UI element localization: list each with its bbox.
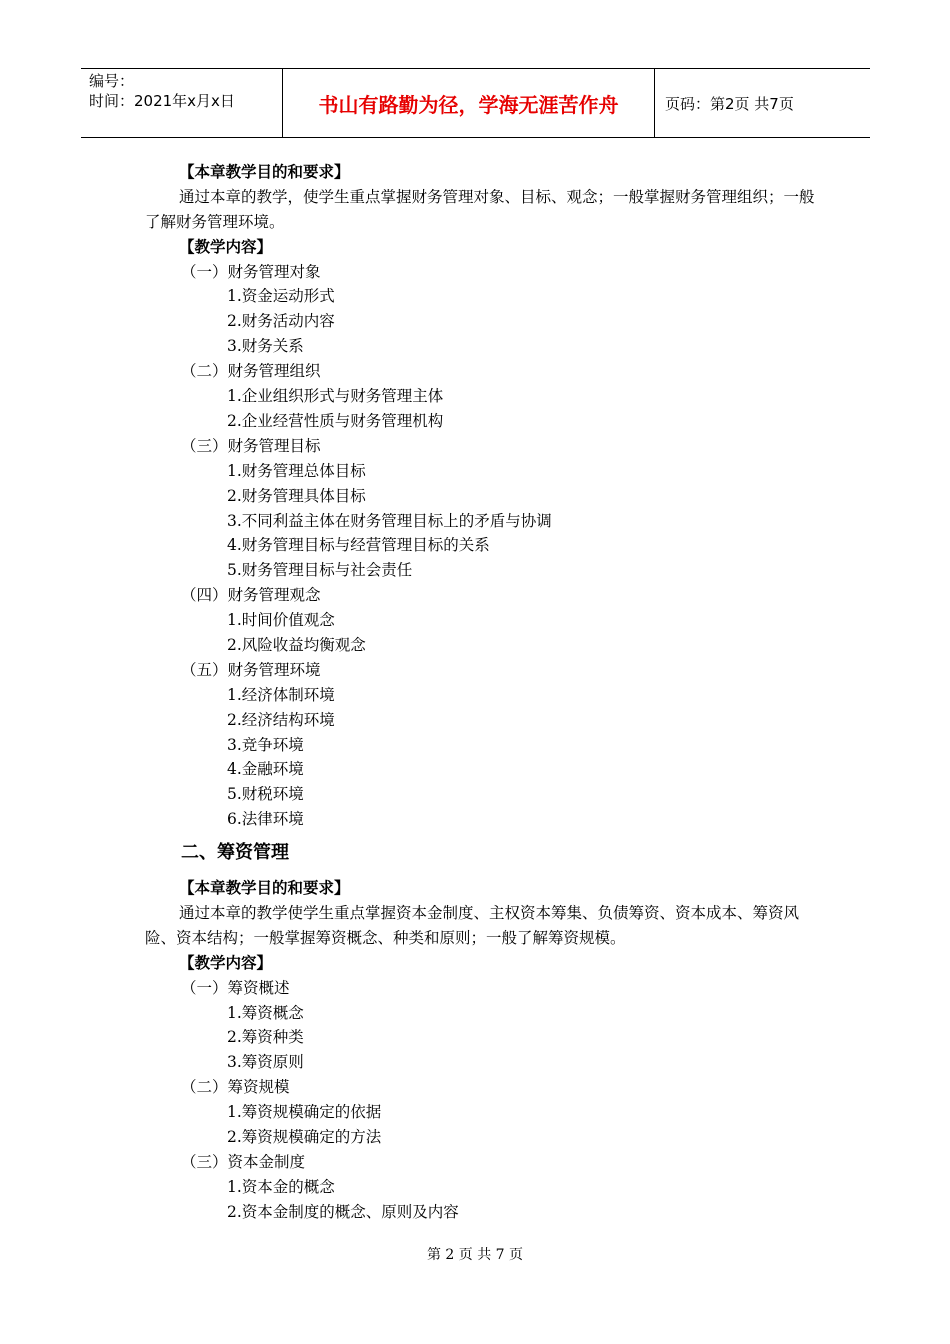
section2-goal-text: 通过本章的教学使学生重点掌握资本金制度、主权资本筹集、负债筹资、资本成本、筹资风险、资本结构；一般掌握筹资概念、种类和原则；一般了解筹资规模。	[145, 903, 800, 947]
outline-item-title: （一）财务管理对象	[181, 262, 321, 281]
outline-item-title: （二）筹资规模	[181, 1078, 290, 1097]
outline-subitem: 1.资金运动形式	[227, 287, 335, 306]
outline-subitem: 2.财务活动内容	[227, 312, 335, 331]
section1-goal-text: 通过本章的教学，使学生重点掌握财务管理对象、目标、观念；一般掌握财务管理组织；一般了解财务管理环境。	[145, 187, 815, 231]
outline-subitem: 1.筹资概念	[227, 1003, 304, 1022]
outline-subitem: 6.法律环境	[227, 810, 304, 829]
section1-goal-heading: 【本章教学目的和要求】	[179, 162, 350, 181]
section2-goal-heading: 【本章教学目的和要求】	[179, 878, 350, 898]
outline-subitem: 1.时间价值观念	[227, 611, 335, 630]
page-footer: 第 2 页 共 7 页	[426, 1247, 524, 1263]
outline-subitem: 2.资本金制度的概念、原则及内容	[227, 1202, 459, 1221]
outline-subitem: 3.筹资原则	[227, 1053, 304, 1072]
document-body	[145, 160, 815, 1225]
outline-subitem: 5.财务管理目标与社会责任	[227, 561, 413, 580]
section1-content-list	[145, 260, 815, 832]
outline-subitem: 1.资本金的概念	[227, 1177, 335, 1196]
outline-subitem: 2.财务管理具体目标	[227, 486, 366, 505]
outline-subitem: 2.筹资规模确定的方法	[227, 1128, 382, 1147]
outline-subitem: 1.筹资规模确定的依据	[227, 1103, 382, 1122]
outline-subitem: 2.企业经营性质与财务管理机构	[227, 411, 444, 430]
outline-subitem: 4.金融环境	[227, 760, 304, 779]
outline-subitem: 1.财务管理总体目标	[227, 461, 366, 480]
outline-subitem: 4.财务管理目标与经营管理目标的关系	[227, 536, 490, 555]
outline-subitem: 1.企业组织形式与财务管理主体	[227, 387, 444, 406]
outline-item-title: （五）财务管理环境	[181, 660, 321, 679]
section2-content-heading: 【教学内容】	[179, 952, 273, 972]
outline-subitem: 1.经济体制环境	[227, 685, 335, 704]
outline-subitem: 3.竞争环境	[227, 735, 304, 754]
header-motto: 书山有路勤为径，学海无涯苦作舟	[283, 69, 655, 137]
section2-content-list	[145, 976, 815, 1225]
section1-content-heading: 【教学内容】	[179, 236, 273, 256]
header-meta-cell	[81, 69, 283, 137]
outline-subitem: 3.财务关系	[227, 337, 304, 356]
outline-item-title: （四）财务管理观念	[181, 586, 321, 605]
outline-subitem: 5.财税环境	[227, 785, 304, 804]
outline-item-title: （二）财务管理组织	[181, 362, 321, 381]
outline-item-title: （三）财务管理目标	[181, 436, 321, 455]
header-table	[81, 68, 870, 138]
outline-subitem: 2.风险收益均衡观念	[227, 635, 366, 654]
outline-item-title: （一）筹资概述	[181, 978, 290, 997]
outline-subitem: 3.不同利益主体在财务管理目标上的矛盾与协调	[227, 511, 552, 530]
outline-item-title: （三）资本金制度	[181, 1152, 306, 1171]
outline-subitem: 2.经济结构环境	[227, 710, 335, 729]
document-number-label: 编号：	[89, 72, 135, 90]
document-time-label: 时间：2021年x月x日	[89, 92, 235, 110]
header-page-info: 页码：第2页 共7页	[665, 94, 794, 113]
section2-title: 二、筹资管理	[181, 842, 289, 864]
outline-subitem: 2.筹资种类	[227, 1028, 304, 1047]
